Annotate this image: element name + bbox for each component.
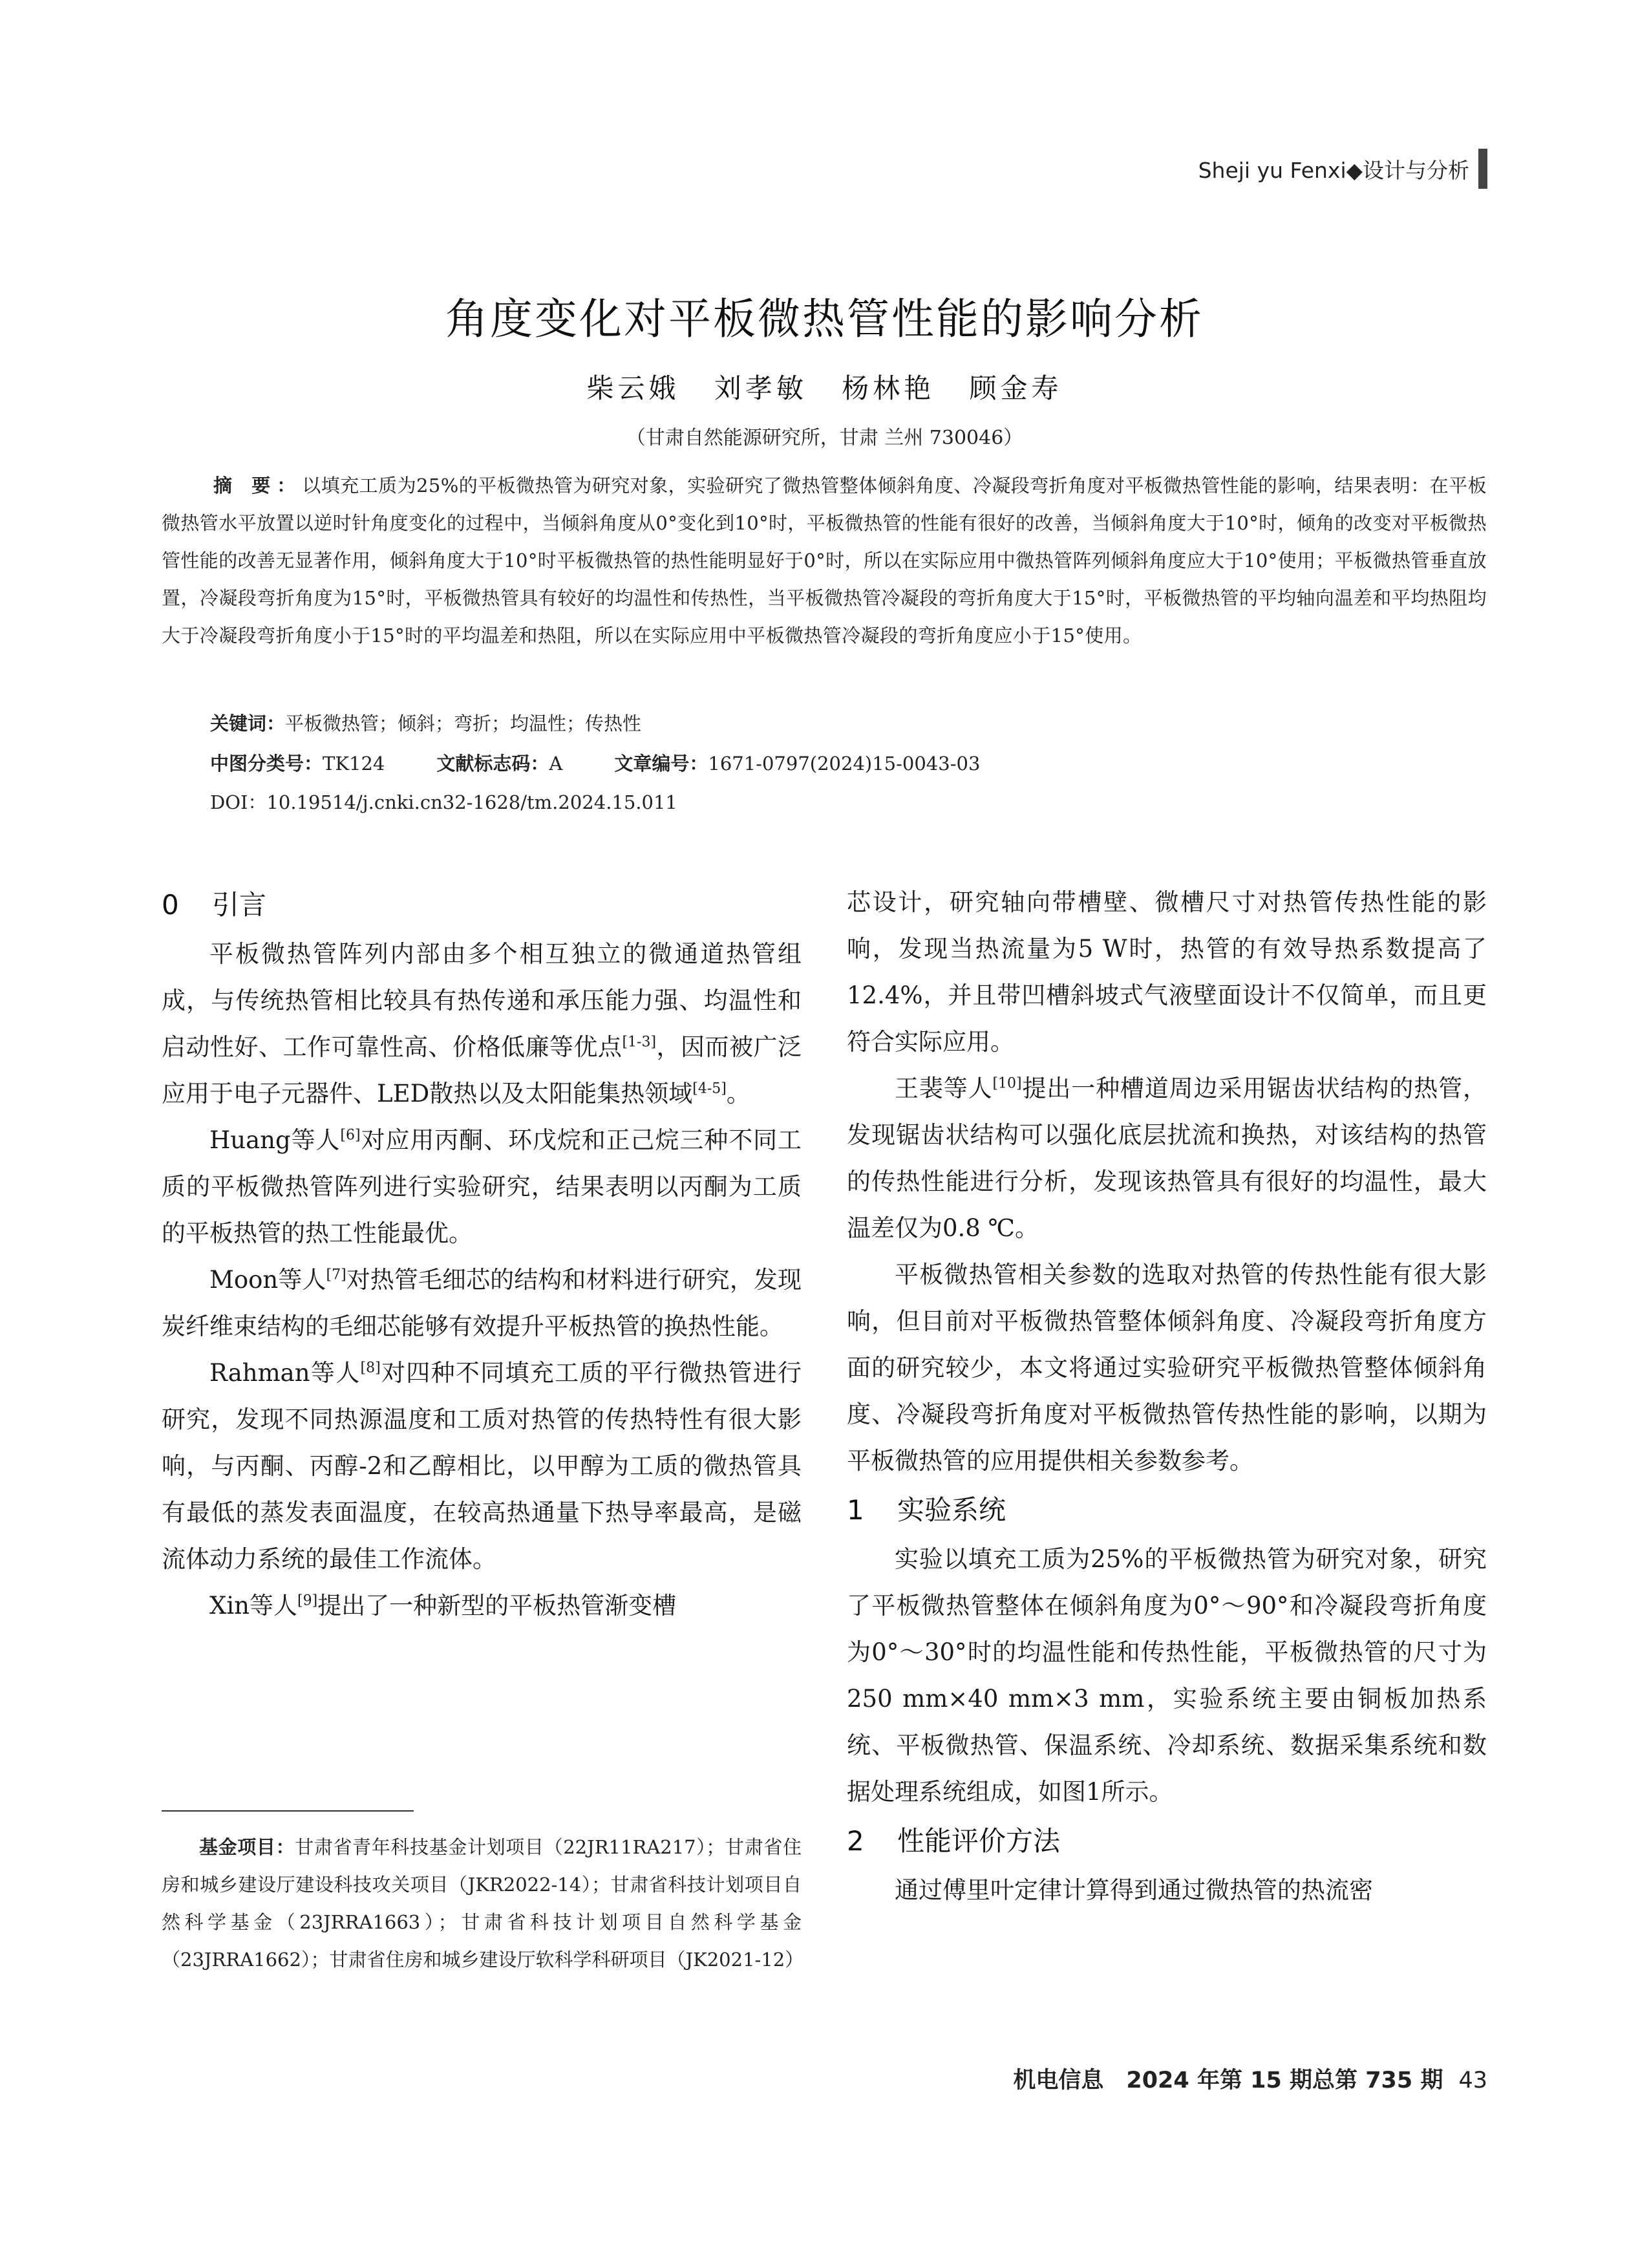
- citation[interactable]: [4-5]: [692, 1080, 727, 1097]
- doc-code-value: A: [549, 753, 563, 775]
- funding-footnote: [162, 1828, 802, 1978]
- running-head-bar: [1478, 149, 1487, 189]
- section-heading-evaluation: 2 性能评价方法: [847, 1825, 1061, 1857]
- running-head-text: Sheji yu Fenxi◆设计与分析: [1198, 157, 1469, 183]
- citation[interactable]: [7]: [326, 1267, 346, 1283]
- page-footer: [1013, 2062, 1487, 2095]
- citation[interactable]: [8]: [360, 1360, 381, 1376]
- journal-issue: 机电信息 2024 年第 15 期总第 735 期: [1013, 2068, 1443, 2093]
- doc-code-label: 文献标志码：: [436, 753, 549, 775]
- body-paragraph: 通过傅里叶定律计算得到通过微热管的热流密: [895, 1876, 1373, 1904]
- affiliation: （甘肃自然能源研究所，甘肃 兰州 730046）: [626, 427, 1023, 449]
- abstract-label: 摘 要：: [213, 475, 303, 497]
- left-column: [162, 879, 802, 1629]
- body-paragraph: Xin等人[9]提出了一种新型的平板热管渐变槽: [209, 1592, 677, 1620]
- article-number-label: 文章编号：: [614, 753, 708, 775]
- keywords-label: 关键词：: [210, 712, 286, 734]
- clc-label: 中图分类号：: [210, 753, 323, 775]
- abstract-text: 以填充工质为25%的平板微热管为研究对象，实验研究了微热管整体倾斜角度、冷凝段弯折角度对平板微热管性能的影响，结果表明：在平板微热管水平放置以逆时针角度变化的过程中，当倾斜角度从0°变化到10°时，平板微热管的性能有很好的改善，当倾斜角度大于10°时，倾角的改变对平板微热管性能的改善无显著作用，倾斜角度大于10°时平板微热管的热性能明显好于0°时，所以在实际应用中微热管阵列倾斜角度应大于10°使用；平板微热管垂直放置，冷凝段弯折角度为15°时，平板微热管具有较好的均温性和传热性，当平板微热管冷凝段的弯折角度大于15°时，平板微热管的平均轴向温差和平均热阻均大于冷凝段弯折角度小于15°时的平均温差和热阻，所以在实际应用中平板微热管冷凝段的弯折角度应小于15°使用。: [162, 475, 1487, 647]
- citation[interactable]: [1-3]: [622, 1034, 657, 1051]
- article-title: 角度变化对平板微热管性能的影响分析: [445, 294, 1204, 344]
- doi-value: 10.19514/j.cnki.cn32-1628/tm.2024.15.011: [266, 791, 677, 813]
- body-paragraph-continued: 芯设计，研究轴向带槽壁、微槽尺寸对热管传热性能的影响，发现当热流量为5 W时，热管的有效导热系数提高了12.4%，并且带凹槽斜坡式气液壁面设计不仅简单，而且更符合实际应用。: [847, 888, 1487, 1056]
- doi-label: DOI：: [210, 791, 267, 813]
- body-paragraph: 王裴等人[10]提出一种槽道周边采用锯齿状结构的热管，发现锯齿状结构可以强化底层扰流和换热，对该结构的热管的传热性能进行分析，发现该热管具有很好的均温性，最大温差仅为0.8 ℃。: [847, 1075, 1487, 1242]
- section-heading-experiment: 1 实验系统: [847, 1494, 1006, 1526]
- body-paragraph: Moon等人[7]对热管毛细芯的结构和材料进行研究，发现炭纤维束结构的毛细芯能够有效提升平板热管的换热性能。: [162, 1266, 802, 1340]
- citation[interactable]: [6]: [340, 1127, 361, 1144]
- running-head: [1198, 149, 1487, 189]
- clc-value: TK124: [323, 753, 385, 775]
- classification-line: [210, 749, 980, 776]
- funding-text: 甘肃省青年科技基金计划项目（22JR11RA217）；甘肃省住房和城乡建设厅建设科技攻关项目（JKR2022-14）；甘肃省科技计划项目自然科学基金（23JRRA1663）；甘肃省科技计划项目自然科学基金（23JRRA1662）；甘肃省住房和城乡建设厅软科学科研项目（JK2021-12）: [162, 1836, 804, 1971]
- footnote-rule: [162, 1810, 414, 1812]
- body-paragraph: Huang等人[6]对应用丙酮、环戊烷和正己烷三种不同工质的平板微热管阵列进行实验研究，结果表明以丙酮为工质的平板热管的热工性能最优。: [162, 1126, 802, 1247]
- body-paragraph: 实验以填充工质为25%的平板微热管为研究对象，研究了平板微热管整体在倾斜角度为0°～90°和冷凝段弯折角度为0°～30°时的均温性能和传热性能，平板微热管的尺寸为250 mm×40 mm×3 mm，实验系统主要由铜板加热系统、平板微热管、保温系统、冷却系统、数据采集系统和数据处理系统组成，如图1所示。: [847, 1545, 1487, 1806]
- page-number: 43: [1458, 2068, 1487, 2093]
- citation[interactable]: [9]: [297, 1592, 318, 1609]
- body-paragraph: 平板微热管阵列内部由多个相互独立的微通道热管组成，与传统热管相比较具有热传递和承压能力强、均温性和启动性好、工作可靠性高、价格低廉等优点[1-3]，因而被广泛应用于电子元器件、LED散热以及太阳能集热领域[4-5]。: [162, 940, 802, 1107]
- citation[interactable]: [10]: [992, 1075, 1022, 1092]
- right-column: [847, 879, 1487, 1914]
- keywords: [210, 709, 641, 736]
- abstract: [162, 467, 1487, 654]
- section-heading-intro: 0 引言: [162, 889, 267, 921]
- funding-label: 基金项目：: [199, 1836, 295, 1858]
- article-number-value: 1671-0797(2024)15-0043-03: [708, 753, 981, 775]
- authors: 柴云娥 刘孝敏 杨林艳 顾金寿: [586, 372, 1063, 404]
- keywords-text: 平板微热管；倾斜；弯折；均温性；传热性: [285, 712, 642, 734]
- body-paragraph: 平板微热管相关参数的选取对热管的传热性能有很大影响，但目前对平板微热管整体倾斜角度、冷凝段弯折角度方面的研究较少，本文将通过实验研究平板微热管整体倾斜角度、冷凝段弯折角度对平板微热管传热性能的影响，以期为平板微热管的应用提供相关参数参考。: [847, 1261, 1487, 1475]
- body-paragraph: Rahman等人[8]对四种不同填充工质的平行微热管进行研究，发现不同热源温度和工质对热管的传热特性有很大影响，与丙酮、丙醇-2和乙醇相比，以甲醇为工质的微热管具有最低的蒸发表面温度，在较高热通量下热导率最高，是磁流体动力系统的最佳工作流体。: [162, 1359, 802, 1573]
- doi-line: [210, 788, 677, 815]
